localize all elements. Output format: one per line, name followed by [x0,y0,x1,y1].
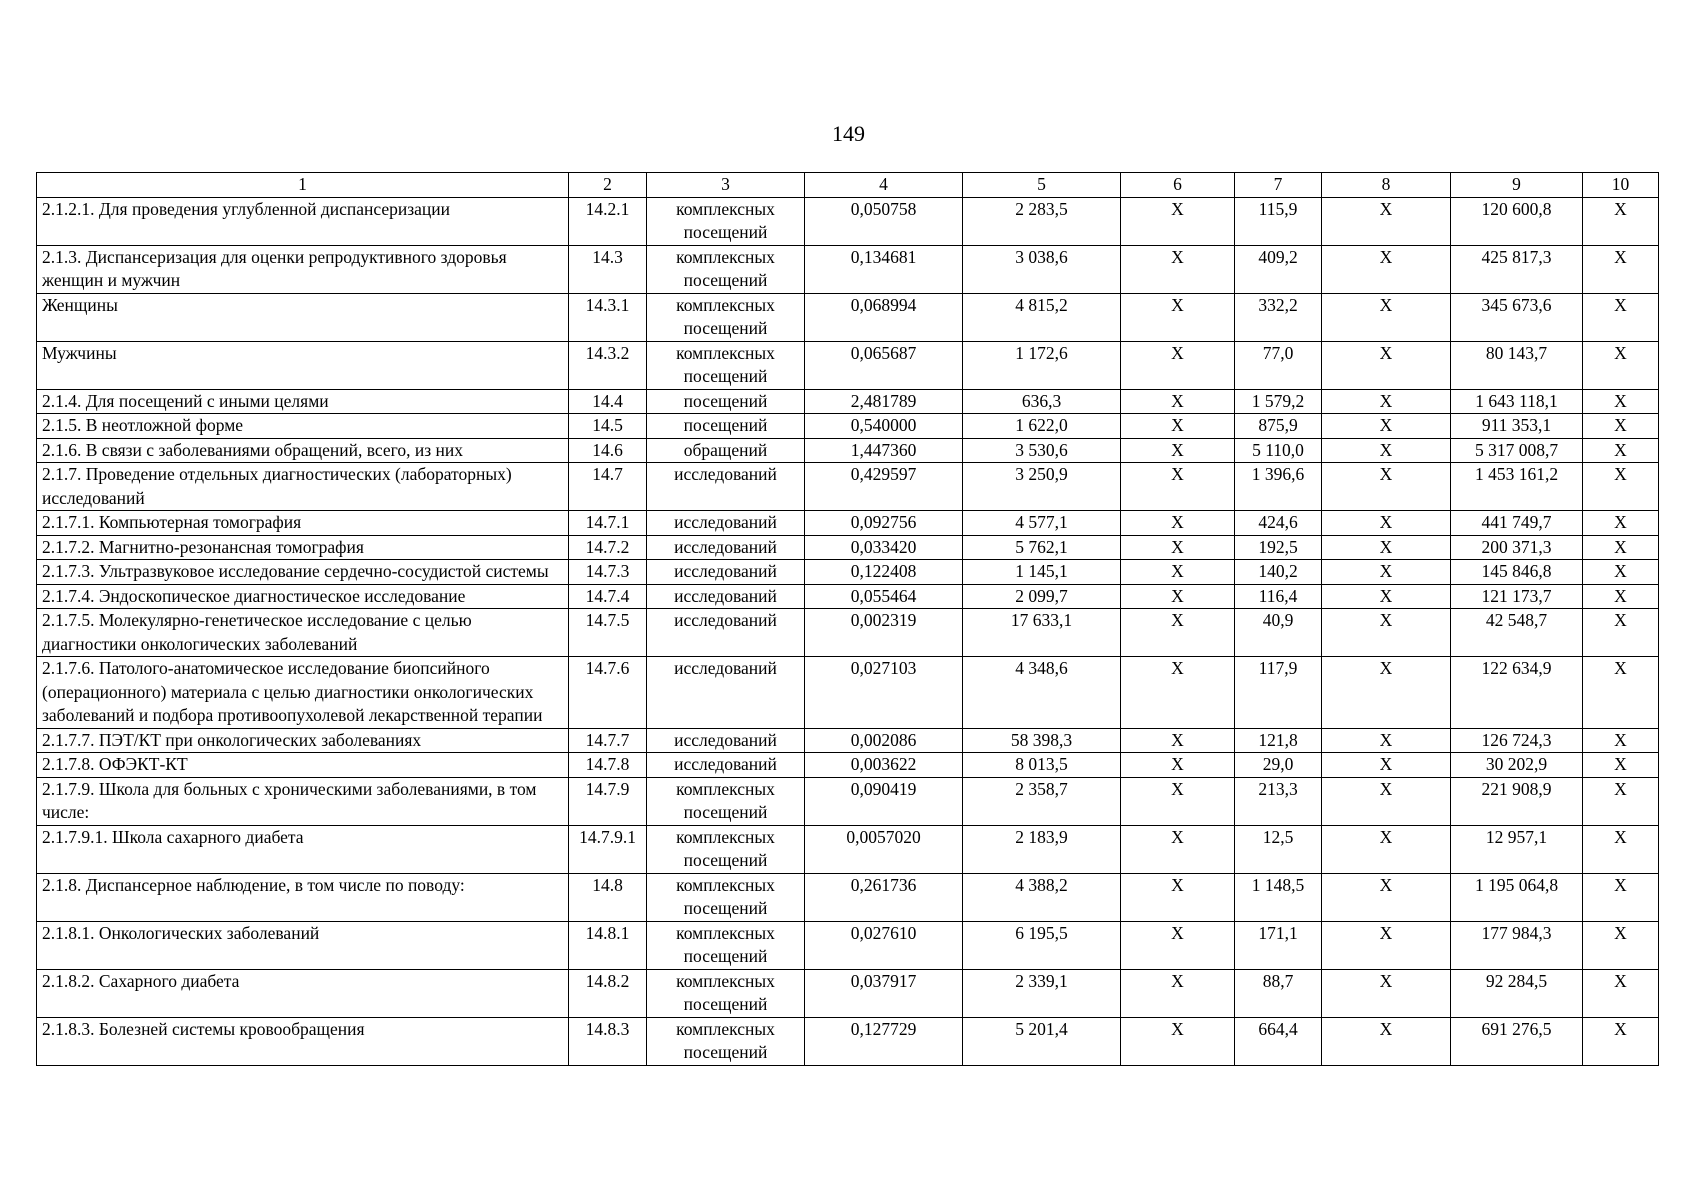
col10-cell: X [1583,921,1659,969]
col10-cell: X [1583,873,1659,921]
column-header-9: 9 [1451,173,1583,198]
col6-cell: X [1121,389,1235,414]
column-header-3: 3 [647,173,805,198]
row-name-cell: 2.1.7.8. ОФЭКТ-КТ [37,753,569,778]
col6-cell: X [1121,438,1235,463]
col4-cell: 0,050758 [805,197,963,245]
col8-cell: X [1322,728,1451,753]
col9-cell: 425 817,3 [1451,245,1583,293]
row-unit-cell: исследований [647,728,805,753]
col4-cell: 0,429597 [805,463,963,511]
col5-cell: 1 145,1 [963,560,1121,585]
col5-cell: 2 283,5 [963,197,1121,245]
row-code-cell: 14.7.8 [569,753,647,778]
col5-cell: 2 339,1 [963,969,1121,1017]
col9-cell: 120 600,8 [1451,197,1583,245]
row-unit-cell: посещений [647,389,805,414]
col6-cell: X [1121,245,1235,293]
col8-cell: X [1322,969,1451,1017]
table-row [37,921,1659,969]
col10-cell: X [1583,753,1659,778]
col10-cell: X [1583,969,1659,1017]
col6-cell: X [1121,414,1235,439]
col4-cell: 0,002086 [805,728,963,753]
row-unit-cell: исследований [647,511,805,536]
row-code-cell: 14.8 [569,873,647,921]
col4-cell: 0,068994 [805,293,963,341]
col8-cell: X [1322,438,1451,463]
table-row [37,657,1659,729]
col4-cell: 2,481789 [805,389,963,414]
col7-cell: 409,2 [1235,245,1322,293]
row-name-cell: 2.1.7.4. Эндоскопическое диагностическое исследование [37,584,569,609]
table-row [37,609,1659,657]
col10-cell: X [1583,414,1659,439]
row-unit-cell: исследований [647,584,805,609]
row-name-cell: 2.1.7.9.1. Школа сахарного диабета [37,825,569,873]
col5-cell: 4 577,1 [963,511,1121,536]
header-row [37,173,1659,198]
row-name-cell: 2.1.4. Для посещений с иными целями [37,389,569,414]
row-name-cell: 2.1.7.1. Компьютерная томография [37,511,569,536]
page-number: 149 [832,121,865,146]
col8-cell: X [1322,293,1451,341]
col8-cell: X [1322,753,1451,778]
col9-cell: 80 143,7 [1451,341,1583,389]
col5-cell: 636,3 [963,389,1121,414]
col7-cell: 424,6 [1235,511,1322,536]
row-code-cell: 14.7.4 [569,584,647,609]
col7-cell: 116,4 [1235,584,1322,609]
table-row [37,414,1659,439]
col4-cell: 0,027610 [805,921,963,969]
row-name-cell: 2.1.8.2. Сахарного диабета [37,969,569,1017]
col10-cell: X [1583,584,1659,609]
col8-cell: X [1322,825,1451,873]
row-code-cell: 14.2.1 [569,197,647,245]
row-unit-cell: комплексных посещений [647,197,805,245]
col8-cell: X [1322,389,1451,414]
column-header-8: 8 [1322,173,1451,198]
col5-cell: 3 530,6 [963,438,1121,463]
row-name-cell: Мужчины [37,341,569,389]
col10-cell: X [1583,728,1659,753]
col8-cell: X [1322,609,1451,657]
col4-cell: 0,033420 [805,535,963,560]
col6-cell: X [1121,511,1235,536]
col6-cell: X [1121,657,1235,729]
col7-cell: 77,0 [1235,341,1322,389]
col9-cell: 92 284,5 [1451,969,1583,1017]
row-name-cell: 2.1.7.6. Патолого-анатомическое исследование биопсийного (операционного) материала с целью диагностики онкологических заболеваний и подбора противоопухолевой лекарственной терапии [37,657,569,729]
column-header-6: 6 [1121,173,1235,198]
col7-cell: 171,1 [1235,921,1322,969]
col6-cell: X [1121,825,1235,873]
col8-cell: X [1322,560,1451,585]
col9-cell: 441 749,7 [1451,511,1583,536]
row-code-cell: 14.7.2 [569,535,647,560]
column-header-10: 10 [1583,173,1659,198]
table-row [37,825,1659,873]
row-code-cell: 14.7.6 [569,657,647,729]
col9-cell: 30 202,9 [1451,753,1583,778]
col5-cell: 1 172,6 [963,341,1121,389]
col9-cell: 122 634,9 [1451,657,1583,729]
col6-cell: X [1121,584,1235,609]
col9-cell: 12 957,1 [1451,825,1583,873]
col5-cell: 2 099,7 [963,584,1121,609]
row-unit-cell: комплексных посещений [647,825,805,873]
col8-cell: X [1322,657,1451,729]
table-row [37,511,1659,536]
col10-cell: X [1583,560,1659,585]
col8-cell: X [1322,463,1451,511]
col8-cell: X [1322,341,1451,389]
col4-cell: 0,002319 [805,609,963,657]
col10-cell: X [1583,825,1659,873]
col6-cell: X [1121,753,1235,778]
col10-cell: X [1583,341,1659,389]
row-name-cell: 2.1.8. Диспансерное наблюдение, в том числе по поводу: [37,873,569,921]
col7-cell: 664,4 [1235,1017,1322,1065]
col10-cell: X [1583,609,1659,657]
row-unit-cell: исследований [647,657,805,729]
col7-cell: 213,3 [1235,777,1322,825]
col10-cell: X [1583,438,1659,463]
table-row [37,873,1659,921]
table-row [37,969,1659,1017]
row-unit-cell: комплексных посещений [647,245,805,293]
row-name-cell: 2.1.7.2. Магнитно-резонансная томография [37,535,569,560]
col7-cell: 40,9 [1235,609,1322,657]
col6-cell: X [1121,341,1235,389]
column-header-2: 2 [569,173,647,198]
col4-cell: 0,134681 [805,245,963,293]
col9-cell: 1 453 161,2 [1451,463,1583,511]
col8-cell: X [1322,777,1451,825]
col9-cell: 177 984,3 [1451,921,1583,969]
col9-cell: 345 673,6 [1451,293,1583,341]
col9-cell: 42 548,7 [1451,609,1583,657]
col10-cell: X [1583,657,1659,729]
col6-cell: X [1121,535,1235,560]
table-body [37,197,1659,1065]
col4-cell: 0,540000 [805,414,963,439]
col5-cell: 8 013,5 [963,753,1121,778]
row-code-cell: 14.7.9.1 [569,825,647,873]
col4-cell: 0,055464 [805,584,963,609]
row-name-cell: 2.1.8.1. Онкологических заболеваний [37,921,569,969]
col8-cell: X [1322,535,1451,560]
col4-cell: 0,092756 [805,511,963,536]
col9-cell: 1 195 064,8 [1451,873,1583,921]
row-name-cell: 2.1.5. В неотложной форме [37,414,569,439]
row-name-cell: 2.1.3. Диспансеризация для оценки репродуктивного здоровья женщин и мужчин [37,245,569,293]
col6-cell: X [1121,293,1235,341]
table-row [37,389,1659,414]
row-unit-cell: исследований [647,560,805,585]
table-header [37,173,1659,198]
col4-cell: 0,127729 [805,1017,963,1065]
row-unit-cell: комплексных посещений [647,293,805,341]
col6-cell: X [1121,921,1235,969]
table-row [37,535,1659,560]
col7-cell: 5 110,0 [1235,438,1322,463]
row-code-cell: 14.5 [569,414,647,439]
col6-cell: X [1121,969,1235,1017]
col6-cell: X [1121,463,1235,511]
col5-cell: 6 195,5 [963,921,1121,969]
col7-cell: 12,5 [1235,825,1322,873]
col7-cell: 332,2 [1235,293,1322,341]
row-name-cell: Женщины [37,293,569,341]
col5-cell: 4 348,6 [963,657,1121,729]
row-unit-cell: исследований [647,609,805,657]
col10-cell: X [1583,1017,1659,1065]
col4-cell: 0,261736 [805,873,963,921]
col7-cell: 1 148,5 [1235,873,1322,921]
col7-cell: 140,2 [1235,560,1322,585]
col5-cell: 2 183,9 [963,825,1121,873]
col5-cell: 2 358,7 [963,777,1121,825]
row-code-cell: 14.8.3 [569,1017,647,1065]
data-table [36,172,1659,1066]
col10-cell: X [1583,535,1659,560]
table-row [37,560,1659,585]
col5-cell: 3 038,6 [963,245,1121,293]
col9-cell: 1 643 118,1 [1451,389,1583,414]
col7-cell: 29,0 [1235,753,1322,778]
col8-cell: X [1322,245,1451,293]
col8-cell: X [1322,197,1451,245]
col10-cell: X [1583,511,1659,536]
col5-cell: 1 622,0 [963,414,1121,439]
col4-cell: 0,0057020 [805,825,963,873]
table-row [37,197,1659,245]
col5-cell: 58 398,3 [963,728,1121,753]
row-code-cell: 14.8.2 [569,969,647,1017]
col7-cell: 117,9 [1235,657,1322,729]
col9-cell: 911 353,1 [1451,414,1583,439]
row-name-cell: 2.1.2.1. Для проведения углубленной диспансеризации [37,197,569,245]
col10-cell: X [1583,463,1659,511]
col5-cell: 4 815,2 [963,293,1121,341]
row-code-cell: 14.3.1 [569,293,647,341]
col8-cell: X [1322,511,1451,536]
table-row [37,293,1659,341]
col9-cell: 200 371,3 [1451,535,1583,560]
col5-cell: 4 388,2 [963,873,1121,921]
row-unit-cell: комплексных посещений [647,969,805,1017]
row-unit-cell: комплексных посещений [647,921,805,969]
row-code-cell: 14.7.3 [569,560,647,585]
col4-cell: 0,090419 [805,777,963,825]
col8-cell: X [1322,584,1451,609]
col7-cell: 875,9 [1235,414,1322,439]
row-unit-cell: обращений [647,438,805,463]
row-name-cell: 2.1.7.9. Школа для больных с хроническими заболеваниями, в том числе: [37,777,569,825]
col7-cell: 115,9 [1235,197,1322,245]
col5-cell: 17 633,1 [963,609,1121,657]
col4-cell: 0,027103 [805,657,963,729]
row-name-cell: 2.1.7. Проведение отдельных диагностических (лабораторных) исследований [37,463,569,511]
row-code-cell: 14.4 [569,389,647,414]
row-name-cell: 2.1.7.3. Ультразвуковое исследование сердечно-сосудистой системы [37,560,569,585]
row-name-cell: 2.1.7.7. ПЭТ/КТ при онкологических заболеваниях [37,728,569,753]
row-code-cell: 14.3 [569,245,647,293]
col10-cell: X [1583,389,1659,414]
row-unit-cell: комплексных посещений [647,873,805,921]
col10-cell: X [1583,197,1659,245]
row-code-cell: 14.7.1 [569,511,647,536]
col8-cell: X [1322,921,1451,969]
row-unit-cell: исследований [647,753,805,778]
col9-cell: 5 317 008,7 [1451,438,1583,463]
table-row [37,728,1659,753]
column-header-4: 4 [805,173,963,198]
col9-cell: 221 908,9 [1451,777,1583,825]
col10-cell: X [1583,777,1659,825]
table-row [37,341,1659,389]
row-unit-cell: комплексных посещений [647,777,805,825]
table-row [37,245,1659,293]
col5-cell: 5 201,4 [963,1017,1121,1065]
row-code-cell: 14.7.5 [569,609,647,657]
col8-cell: X [1322,1017,1451,1065]
table-row [37,463,1659,511]
col5-cell: 5 762,1 [963,535,1121,560]
row-code-cell: 14.3.2 [569,341,647,389]
col6-cell: X [1121,197,1235,245]
row-name-cell: 2.1.8.3. Болезней системы кровообращения [37,1017,569,1065]
col4-cell: 0,122408 [805,560,963,585]
col7-cell: 121,8 [1235,728,1322,753]
col7-cell: 88,7 [1235,969,1322,1017]
row-unit-cell: исследований [647,535,805,560]
col4-cell: 1,447360 [805,438,963,463]
row-name-cell: 2.1.6. В связи с заболеваниями обращений, всего, из них [37,438,569,463]
row-code-cell: 14.7 [569,463,647,511]
table-row [37,753,1659,778]
col6-cell: X [1121,873,1235,921]
table-row [37,584,1659,609]
col7-cell: 1 579,2 [1235,389,1322,414]
col8-cell: X [1322,873,1451,921]
col6-cell: X [1121,609,1235,657]
table-row [37,1017,1659,1065]
col5-cell: 3 250,9 [963,463,1121,511]
col6-cell: X [1121,777,1235,825]
col6-cell: X [1121,728,1235,753]
row-name-cell: 2.1.7.5. Молекулярно-генетическое исследование с целью диагностики онкологических заболеваний [37,609,569,657]
col7-cell: 192,5 [1235,535,1322,560]
col9-cell: 145 846,8 [1451,560,1583,585]
row-unit-cell: комплексных посещений [647,341,805,389]
column-header-1: 1 [37,173,569,198]
col10-cell: X [1583,245,1659,293]
table-row [37,777,1659,825]
col9-cell: 121 173,7 [1451,584,1583,609]
col4-cell: 0,065687 [805,341,963,389]
col9-cell: 126 724,3 [1451,728,1583,753]
col9-cell: 691 276,5 [1451,1017,1583,1065]
row-code-cell: 14.7.7 [569,728,647,753]
row-code-cell: 14.7.9 [569,777,647,825]
column-header-5: 5 [963,173,1121,198]
table-row [37,438,1659,463]
col8-cell: X [1322,414,1451,439]
col4-cell: 0,003622 [805,753,963,778]
row-code-cell: 14.8.1 [569,921,647,969]
col10-cell: X [1583,293,1659,341]
row-unit-cell: посещений [647,414,805,439]
col7-cell: 1 396,6 [1235,463,1322,511]
col4-cell: 0,037917 [805,969,963,1017]
col6-cell: X [1121,560,1235,585]
col6-cell: X [1121,1017,1235,1065]
row-unit-cell: комплексных посещений [647,1017,805,1065]
column-header-7: 7 [1235,173,1322,198]
row-unit-cell: исследований [647,463,805,511]
row-code-cell: 14.6 [569,438,647,463]
